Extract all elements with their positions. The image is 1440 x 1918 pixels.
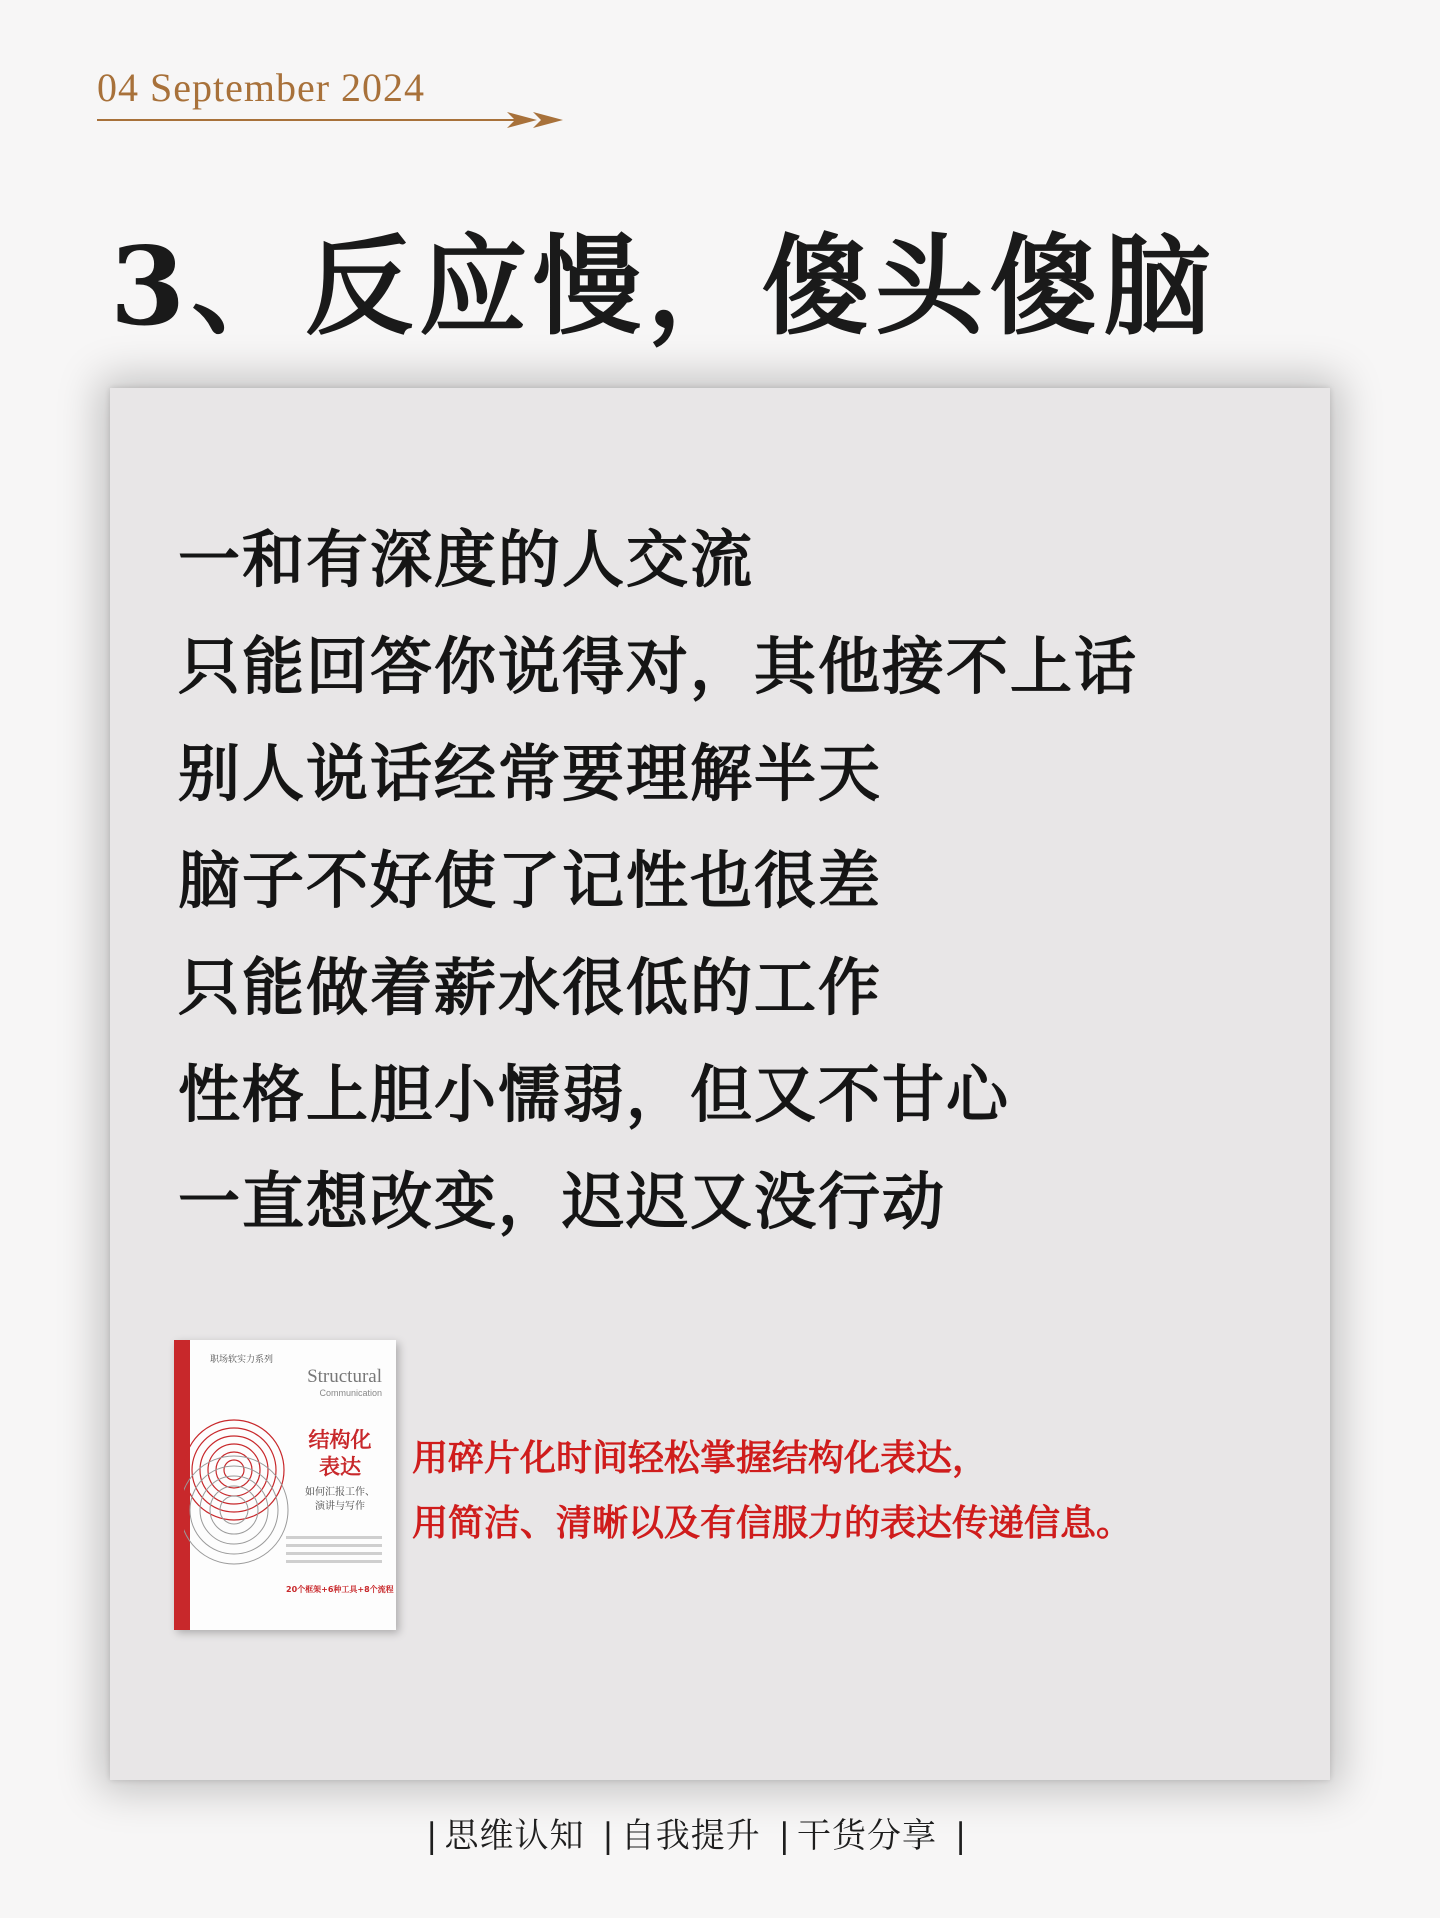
tag-tips[interactable]: 干货分享 [797,1816,938,1856]
separator: | [954,1816,968,1856]
promo-text [412,1426,1132,1556]
book-title-line: 结构化 [308,1427,372,1452]
book-series-label: 职场软实力系列 [210,1355,274,1365]
arrow-decoration-icon [97,110,587,130]
body-line: 脑子不好使了记性也很差 [178,844,883,917]
promo-line: 用碎片化时间轻松掌握结构化表达， [412,1437,989,1479]
separator: | [426,1816,439,1856]
body-line: 性格上胆小懦弱，但又不甘心 [178,1058,1011,1131]
body-text [178,506,1138,1255]
book-cover-image [174,1340,396,1630]
book-subtitle [292,1486,388,1514]
promo-line: 用简洁、清晰以及有信服力的表达传递信息。 [412,1502,1133,1544]
date-label: 04 September 2024 [97,65,426,110]
body-line: 一和有深度的人交流 [178,523,755,596]
book-subtitle-line: 如何汇报工作、 [305,1487,375,1498]
book-text-lines [286,1536,382,1568]
book-subtitle-line: 演讲与写作 [315,1501,365,1512]
book-title-en-sub: Communication [319,1388,382,1398]
tag-thinking[interactable]: 思维认知 [444,1816,585,1856]
book-title-zh [292,1426,388,1480]
content-card [110,388,1330,1780]
tag-self-improvement[interactable]: 自我提升 [620,1816,761,1856]
body-line: 别人说话经常要理解半天 [178,737,883,810]
concentric-circles-icon [184,1400,294,1570]
separator: | [602,1816,615,1856]
page-title: 3、反应慢，傻头傻脑 [110,224,1218,350]
book-title-en: Structural [307,1366,382,1387]
body-line: 只能回答你说得对，其他接不上话 [178,630,1139,703]
book-title-line: 表达 [319,1454,361,1479]
separator: | [778,1816,792,1856]
book-footer: 20个框架+6种工具+8个流程 [286,1585,394,1594]
footer-tags [420,1808,973,1857]
body-line: 一直想改变，迟迟又没行动 [178,1165,947,1238]
body-line: 只能做着薪水很低的工作 [178,951,883,1024]
